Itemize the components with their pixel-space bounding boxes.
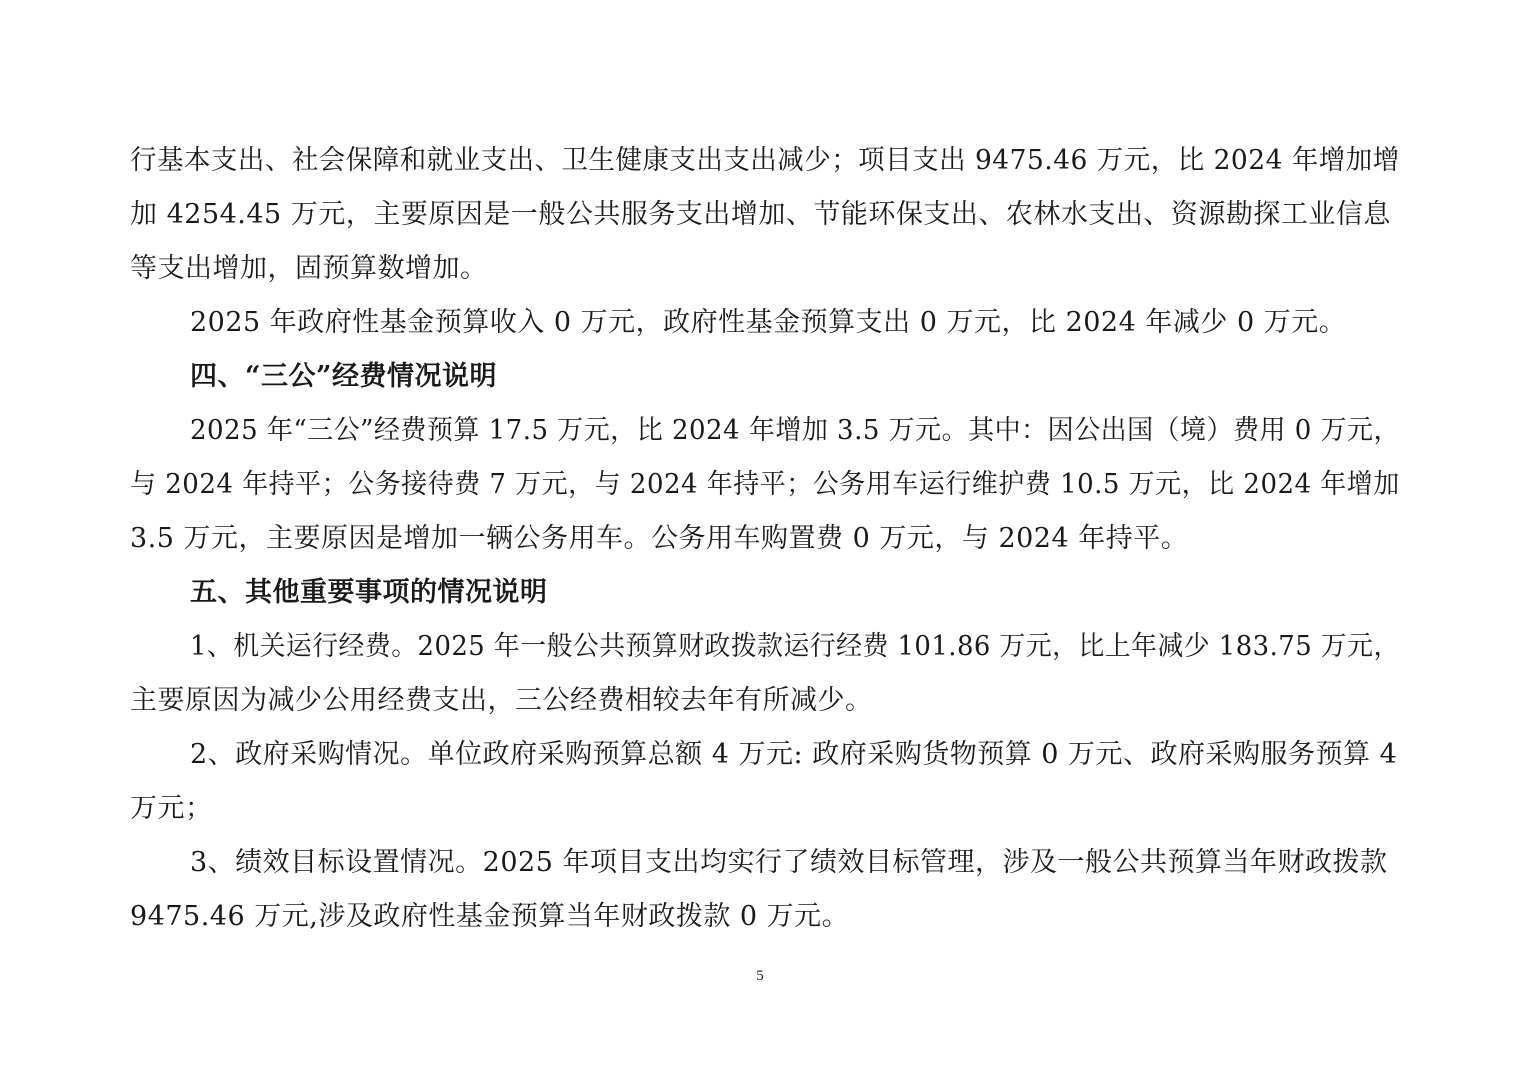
paragraph-line: 3、绩效目标设置情况。2025 年项目支出均实行了绩效目标管理，涉及一般公共预算当年财政拨款 bbox=[190, 847, 1388, 878]
paragraph-line: 等支出增加，固预算数增加。 bbox=[130, 253, 488, 284]
paragraph-line: 万元； bbox=[130, 793, 213, 824]
paragraph-line: 与 2024 年持平；公务接待费 7 万元，与 2024 年持平；公务用车运行维护费 10.5 万元，比 2024 年增加 bbox=[130, 469, 1400, 500]
section-heading-sangong: 四、“三公”经费情况说明 bbox=[190, 361, 498, 392]
paragraph-line: 3.5 万元，主要原因是增加一辆公务用车。公务用车购置费 0 万元，与 2024 年持平。 bbox=[130, 523, 1189, 554]
section-heading-other-matters: 五、其他重要事项的情况说明 bbox=[190, 577, 548, 608]
paragraph-line: 1、机关运行经费。2025 年一般公共预算财政拨款运行经费 101.86 万元，比上年减少 183.75 万元， bbox=[190, 631, 1400, 662]
paragraph-line: 2、政府采购情况。单位政府采购预算总额 4 万元: 政府采购货物预算 0 万元、政府采购服务预算 4 bbox=[190, 739, 1398, 770]
paragraph-line: 9475.46 万元,涉及政府性基金预算当年财政拨款 0 万元。 bbox=[130, 901, 850, 932]
paragraph-line: 2025 年政府性基金预算收入 0 万元，政府性基金预算支出 0 万元，比 2024 年减少 0 万元。 bbox=[190, 307, 1347, 338]
paragraph-line: 2025 年“三公”经费预算 17.5 万元，比 2024 年增加 3.5 万元。其中：因公出国（境）费用 0 万元， bbox=[190, 415, 1401, 446]
paragraph-line: 主要原因为减少公用经费支出，三公经费相较去年有所减少。 bbox=[130, 685, 873, 716]
page-number: 5 bbox=[756, 968, 764, 984]
paragraph-line: 加 4254.45 万元，主要原因是一般公共服务支出增加、节能环保支出、农林水支出、资源勘探工业信息 bbox=[130, 199, 1391, 230]
paragraph-line: 行基本支出、社会保障和就业支出、卫生健康支出支出减少；项目支出 9475.46 万元，比 2024 年增加增 bbox=[130, 145, 1400, 176]
